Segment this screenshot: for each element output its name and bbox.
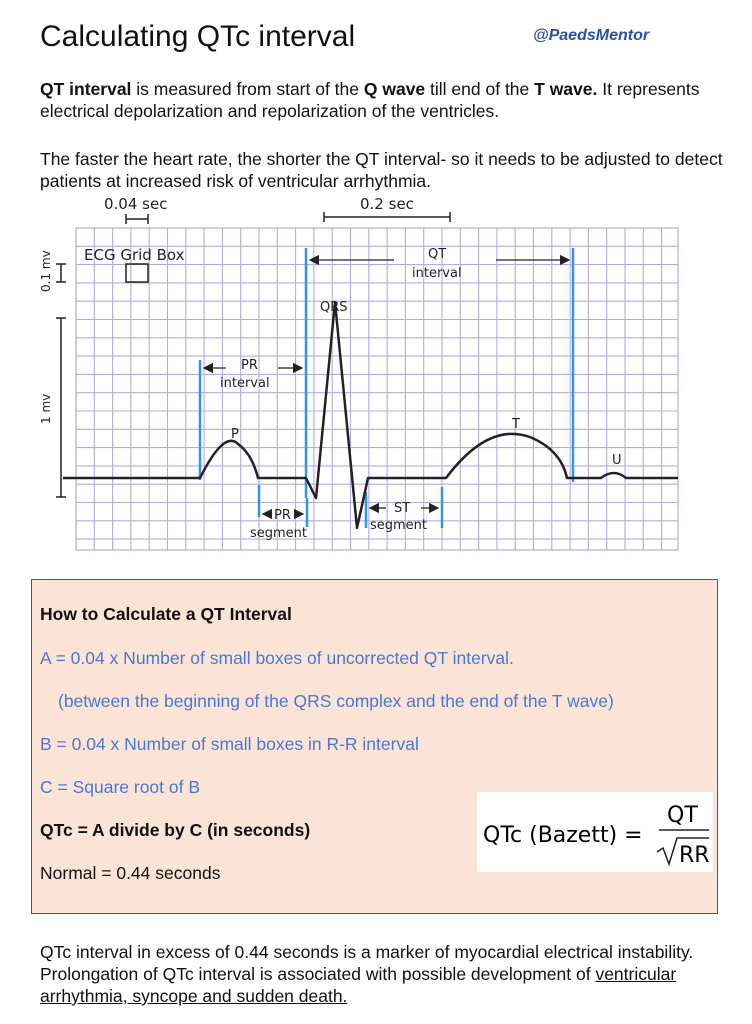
scale-02-label: 0.2 sec <box>360 195 414 213</box>
calc-normal: Normal = 0.44 seconds <box>40 863 221 883</box>
text: is measured from start of the <box>131 79 364 99</box>
formula-denominator: RR <box>679 843 710 868</box>
bazett-formula <box>477 792 713 872</box>
t-wave-term: T wave. <box>534 79 598 99</box>
formula-lhs: QTc (Bazett) = <box>483 823 643 848</box>
author-handle: @PaedsMentor <box>533 27 650 44</box>
formula-numerator: QT <box>667 803 698 828</box>
text: till end of the <box>425 79 535 99</box>
st-label: ST <box>394 501 411 516</box>
text: It represents electrical depolarization and repolarization of the ventricles. <box>40 79 700 121</box>
page-title: Calculating QTc interval <box>40 20 356 53</box>
qt-interval-term: QT interval <box>40 79 132 99</box>
qt-interval-label: interval <box>412 266 462 281</box>
pr-interval-label: interval <box>220 376 270 391</box>
q-wave-term: Q wave <box>363 79 426 99</box>
st-segment-label: segment <box>370 518 428 533</box>
calc-heading: How to Calculate a QT Interval <box>40 604 292 624</box>
calculation-box <box>31 579 718 914</box>
t-wave-label: T <box>512 417 520 432</box>
conclusion-paragraph <box>40 941 730 1007</box>
grid-box-label: ECG Grid Box <box>84 246 185 264</box>
intro-paragraph-2: The faster the heart rate, the shorter the QT interval- so it needs to be adjusted to detect patients at increased risk of ventricular arrhythmia. <box>40 149 723 191</box>
u-wave-label: U <box>612 453 622 468</box>
qt-label: QT <box>428 247 447 262</box>
time-scale <box>126 212 450 224</box>
calc-step-a: A = 0.04 x Number of small boxes of uncorrected QT interval. <box>40 648 514 668</box>
calc-step-c: C = Square root of B <box>40 777 201 797</box>
calc-qtc: QTc = A divide by C (in seconds) <box>40 820 311 840</box>
ecg-grid <box>76 228 678 550</box>
pr-interval-pr-label: PR <box>241 358 258 373</box>
p-wave-label: P <box>231 427 239 442</box>
risk-list: ventricular arrhythmia, syncope and sudden death. <box>40 964 677 1006</box>
qrs-label: QRS <box>320 300 348 315</box>
ecg-diagram <box>36 192 716 562</box>
voltage-scale <box>56 264 66 497</box>
pr-segment-label: segment <box>250 526 308 541</box>
calc-step-a-note: (between the beginning of the QRS complex and the end of the T wave) <box>58 691 614 711</box>
calc-step-b: B = 0.04 x Number of small boxes in R-R interval <box>40 734 419 754</box>
pr-segment-pr-label: PR <box>274 508 291 523</box>
scale-004-label: 0.04 sec <box>104 195 168 213</box>
intro-paragraph-1 <box>40 78 730 122</box>
mv01-label: 0.1 mv <box>39 250 53 292</box>
mv1-label: 1 mv <box>39 393 53 424</box>
text: QTc interval in excess of 0.44 seconds is a marker of myocardial electrical instability. Prolongation of QTc interval is associated with possible development of <box>40 942 694 984</box>
